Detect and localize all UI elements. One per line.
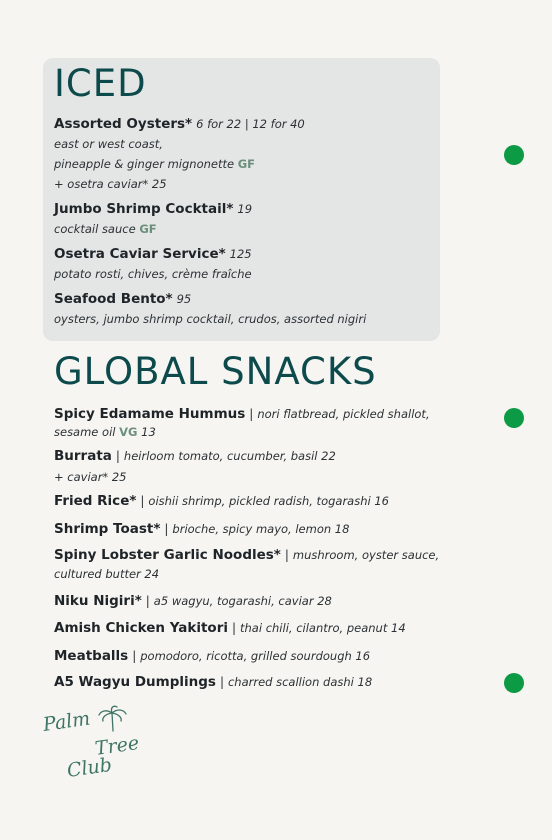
separator: | [231,621,237,635]
item-description [54,155,255,173]
item-description [54,220,157,238]
item-name: Burrata [54,448,112,464]
item-name: Shrimp Toast* [54,521,161,537]
item-name: Seafood Bento* [54,291,173,307]
item-desc-line: cultured butter 24 [54,567,160,581]
separator: | [164,522,169,536]
menu-item-lobster-noodles [54,545,439,565]
logo-word-club: Club [65,753,114,782]
item-desc-line: thai chili, cilantro, peanut 14 [240,621,406,635]
item-price: 125 [229,247,252,261]
item-name: Spicy Edamame Hummus [54,406,246,422]
separator: | [219,675,224,689]
item-name: Niku Nigiri* [54,593,142,609]
item-desc-line: nori flatbread, pickled shallot, [257,407,430,421]
menu-item-caviar-service [54,244,252,264]
menu-item-edamame-hummus [54,404,430,424]
binder-hole-dot [504,145,524,165]
binder-hole-dot [504,673,524,693]
palm-frond [112,713,121,721]
dietary-tag: VG [119,425,138,439]
separator: | [140,494,145,508]
palm-frond [103,713,112,721]
menu-item-shrimp-toast [54,519,349,539]
item-addon [54,468,126,486]
item-name: Amish Chicken Yakitori [54,620,228,636]
item-desc-line: sesame oil [54,425,116,439]
menu-item-niku-nigiri [54,591,332,611]
item-desc-line: oishii shrimp, pickled radish, togarashi 16 [148,494,389,508]
item-name: A5 Wagyu Dumplings [54,674,216,690]
item-price: 13 [141,425,156,439]
item-desc-line: oysters, jumbo shrimp cocktail, crudos, assorted nigiri [54,312,367,326]
separator: | [115,449,120,463]
palm-tree-club-logo [40,705,152,785]
item-description [54,423,156,441]
item-description [54,265,252,283]
item-description [54,310,366,328]
item-name: Meatballs [54,648,129,664]
item-name: Osetra Caviar Service* [54,246,226,262]
menu-item-wagyu-dumplings [54,672,372,692]
item-price: 6 for 22 | 12 for 40 [196,117,305,131]
item-price: 19 [237,202,253,216]
item-desc-line: cocktail sauce [54,222,136,236]
menu-item-burrata [54,446,336,466]
item-desc-line: mushroom, oyster sauce, [292,548,440,562]
menu-item-fried-rice [54,491,389,511]
item-name: Fried Rice* [54,493,137,509]
separator: | [132,649,137,663]
item-description [54,135,163,153]
palm-trunk [112,713,113,731]
item-name: Jumbo Shrimp Cocktail* [54,201,234,217]
dietary-tag: GF [237,157,256,171]
item-desc-line: charred scallion dashi 18 [227,675,373,689]
item-addon-text: + caviar* 25 [54,470,127,484]
item-name: Assorted Oysters* [54,116,193,132]
item-description [54,565,159,583]
global-snacks-heading: GLOBAL SNACKS [54,350,377,393]
menu-item-seafood-bento [54,289,191,309]
logo-word-tree: Tree [93,732,141,760]
item-desc-line: potato rosti, chives, crème fraîche [54,267,252,281]
menu-item-chicken-yakitori [54,618,406,638]
item-desc-line: east or west coast, [54,137,163,151]
item-desc-line: heirloom tomato, cucumber, basil 22 [123,449,336,463]
item-desc-line: pomodoro, ricotta, grilled sourdough 16 [140,649,371,663]
menu-item-meatballs [54,646,370,666]
item-desc-line: a5 wagyu, togarashi, caviar 28 [153,594,332,608]
binder-hole-dot [504,408,524,428]
item-name: Spiny Lobster Garlic Noodles* [54,547,281,563]
logo-word-palm: Palm [41,707,92,736]
menu-item-shrimp-cocktail [54,199,252,219]
item-desc-line: pineapple & ginger mignonette [54,157,235,171]
item-addon-text: + osetra caviar* 25 [54,177,167,191]
menu-item-oysters [54,114,305,134]
item-addon [54,175,167,193]
iced-heading: ICED [54,62,147,105]
dietary-tag: GF [139,222,157,236]
separator: | [284,548,289,562]
item-price: 95 [176,292,192,306]
separator: | [145,594,150,608]
separator: | [249,407,254,421]
item-desc-line: brioche, spicy mayo, lemon 18 [172,522,350,536]
